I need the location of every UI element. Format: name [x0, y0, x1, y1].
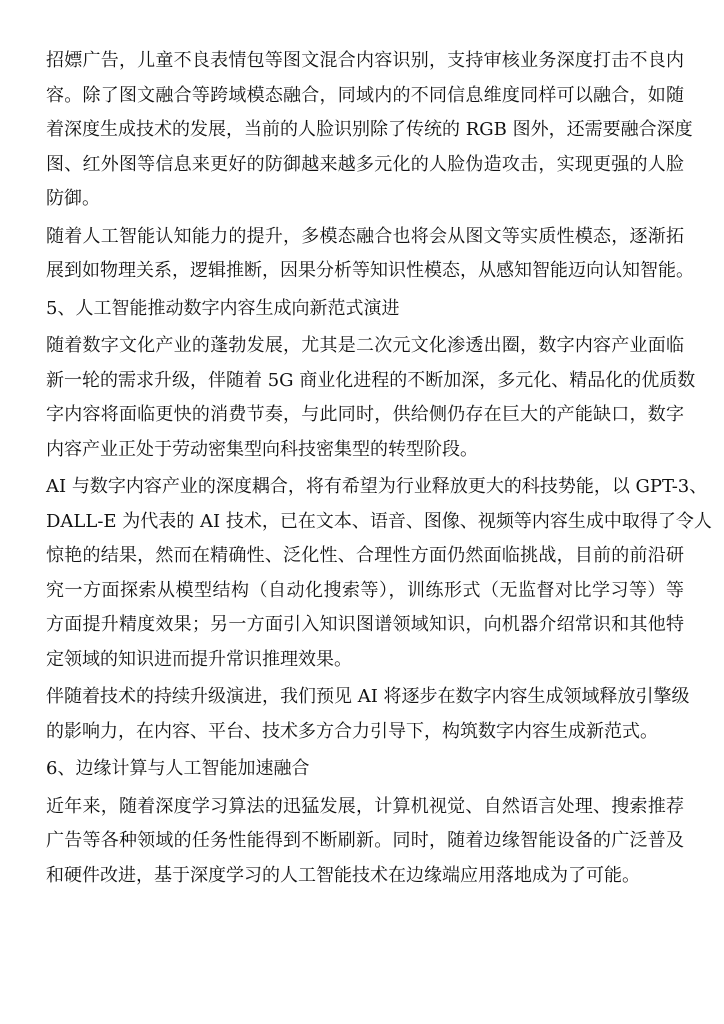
text-line: 方面提升精度效果；另一方面引入知识图谱领域知识，向机器介绍常识和其他特: [46, 614, 684, 635]
text-line: 内容产业正处于劳动密集型向科技密集型的转型阶段。: [46, 438, 478, 460]
text-line: DALL-E 为代表的 AI 技术，已在文本、语音、图像、视频等内容生成中取得了令人: [46, 510, 712, 532]
text-line: 伴随着技术的持续升级演进，我们预见 AI 将逐步在数字内容生成领域释放引擎级: [46, 686, 690, 707]
text-line: 图、红外图等信息来更好的防御越来越多元化的人脸伪造攻击，实现更强的人脸: [46, 153, 684, 175]
text-line: 招嫖广告，儿童不良表情包等图文混合内容识别，支持审核业务深度打击不良内: [46, 50, 684, 71]
text-line: 随着人工智能认知能力的提升，多模态融合也将会从图文等实质性模态，逐渐拓: [46, 225, 684, 247]
paragraph: [46, 44, 693, 217]
text-line: 近年来，随着深度学习算法的迅猛发展，计算机视觉、自然语言处理、搜索推荐: [46, 795, 684, 817]
text-line: 防御。: [46, 188, 100, 209]
paragraph: [46, 790, 684, 894]
text-line: 新一轮的需求升级，伴随着 5G 商业化进程的不断加深，多元化、精品化的优质数: [46, 369, 696, 391]
paragraph: [46, 220, 694, 289]
text-line: 容。除了图文融合等跨域模态融合，同域内的不同信息维度同样可以融合，如随: [46, 84, 684, 106]
text-line: 字内容将面临更快的消费节奏，与此同时，供给侧仍存在巨大的产能缺口，数字: [46, 404, 684, 425]
paragraph: [46, 680, 690, 749]
section-heading: [46, 752, 684, 787]
text-line: 随着数字文化产业的蓬勃发展，尤其是二次元文化渗透出圈，数字内容产业面临: [46, 335, 684, 356]
text-line: 展到如物理关系，逻辑推断，因果分析等知识性模态，从感知智能迈向认知智能。: [46, 260, 694, 281]
text-line: 究一方面探索从模型结构（自动化搜索等），训练形式（无监督对比学习等）等: [46, 579, 684, 601]
heading-line: 5、人工智能推动数字内容生成向新范式演进: [46, 297, 400, 319]
text-line: 惊艳的结果，然而在精确性、泛化性、合理性方面仍然面临挑战，目前的前沿研: [46, 545, 684, 566]
document-page: [46, 44, 712, 893]
text-line: 和硬件改进，基于深度学习的人工智能技术在边缘端应用落地成为了可能。: [46, 864, 640, 886]
paragraph: [46, 470, 712, 677]
text-line: 广告等各种领域的任务性能得到不断刷新。同时，随着边缘智能设备的广泛普及: [46, 830, 684, 851]
text-line: 定领域的知识进而提升常识推理效果。: [46, 648, 352, 670]
text-line: AI 与数字内容产业的深度耦合，将有希望为行业释放更大的科技势能，以 GPT-3、: [46, 476, 708, 497]
section-heading: [46, 292, 684, 327]
paragraph: [46, 329, 696, 467]
text-line: 的影响力，在内容、平台、技术多方合力引导下，构筑数字内容生成新范式。: [46, 720, 658, 742]
heading-line: 6、边缘计算与人工智能加速融合: [46, 758, 310, 779]
text-line: 着深度生成技术的发展，当前的人脸识别除了传统的 RGB 图外，还需要融合深度: [46, 119, 693, 140]
